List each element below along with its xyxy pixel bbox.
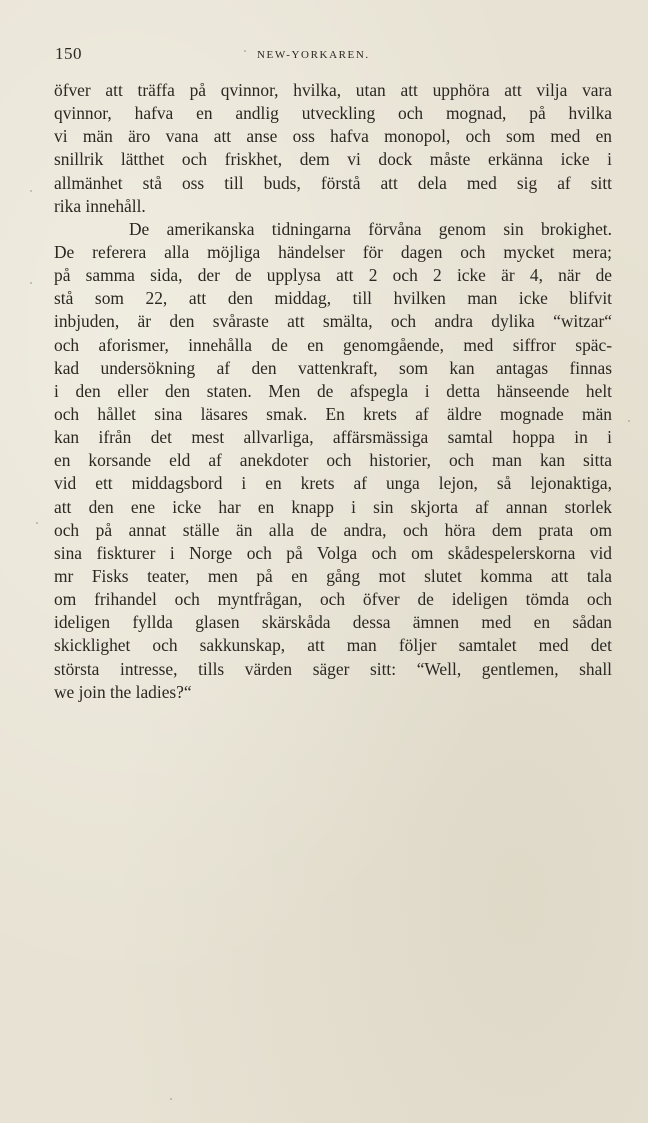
running-title: NEW-YORKAREN. [257, 49, 370, 61]
text-line: om frihandel och myntfrågan, och öfver de ideligen tömda och [54, 589, 612, 610]
text-line: stå som 22, att den middag, till hvilken man icke blifvit [54, 288, 612, 309]
paper-speck [244, 50, 246, 52]
text-line: i den eller den staten. Men de afspegla i detta hänseende helt [54, 380, 612, 401]
text-line: sina fiskturer i Norge och på Volga och om skådespelerskorna vid [54, 542, 612, 563]
text-line: och på annat ställe än alla de andra, och höra dem prata om [54, 519, 612, 540]
text-line: we join the ladies?“ [54, 681, 192, 702]
text-line: rika innehåll. [54, 195, 146, 216]
running-head [55, 44, 613, 68]
text-line: De amerikanska tidningarna förvåna genom sin brokighet. [129, 218, 612, 239]
body-text [54, 79, 612, 704]
page-number: 150 [55, 44, 82, 63]
paper-speck [36, 522, 38, 524]
text-line: De referera alla möjliga händelser för dagen och mycket mera; [54, 241, 612, 262]
paper-speck [628, 420, 630, 422]
text-line: kan ifrån det mest allvarliga, affärsmässiga samtal hoppa in i [54, 427, 612, 448]
text-line: snillrik lätthet och friskhet, dem vi dock måste erkänna icke i [54, 149, 612, 170]
text-line: och hållet sina läsares smak. En krets af äldre mognade män [54, 403, 612, 424]
text-line: skicklighet och sakkunskap, att man följer samtalet med det [54, 635, 612, 656]
text-line: mr Fisks teater, men på en gång mot slutet komma att tala [54, 565, 612, 586]
paper-speck [30, 282, 32, 284]
paper-speck [30, 190, 32, 192]
text-line: kad undersökning af den vattenkraft, som kan antagas finnas [54, 357, 612, 378]
text-line: på samma sida, der de upplysa att 2 och 2 icke är 4, när de [54, 265, 612, 286]
text-line: att den ene icke har en knapp i sin skjorta af annan storlek [54, 496, 612, 517]
text-line: allmänhet stå oss till buds, förstå att dela med sig af sitt [54, 172, 612, 193]
paper-speck [170, 1098, 172, 1100]
text-line: största intresse, tills värden säger sitt: “Well, gentlemen, shall [54, 658, 612, 679]
text-line: en korsande eld af anekdoter och historier, och man kan sitta [54, 450, 612, 471]
text-line: öfver att träffa på qvinnor, hvilka, utan att upphöra att vilja vara [54, 80, 612, 100]
text-line: inbjuden, är den svåraste att smälta, och andra dylika “witzar“ [54, 311, 612, 332]
text-line: ideligen fyllda glasen skärskåda dessa ämnen med en sådan [54, 612, 612, 633]
text-line: och aforismer, innehålla de en genomgående, med siffror späc- [54, 334, 612, 355]
text-line: vid ett middagsbord i en krets af unga lejon, så lejonaktiga, [54, 473, 612, 494]
text-line: vi män äro vana att anse oss hafva monopol, och som med en [54, 126, 612, 147]
text-line: qvinnor, hafva en andlig utveckling och mognad, på hvilka [54, 103, 612, 124]
